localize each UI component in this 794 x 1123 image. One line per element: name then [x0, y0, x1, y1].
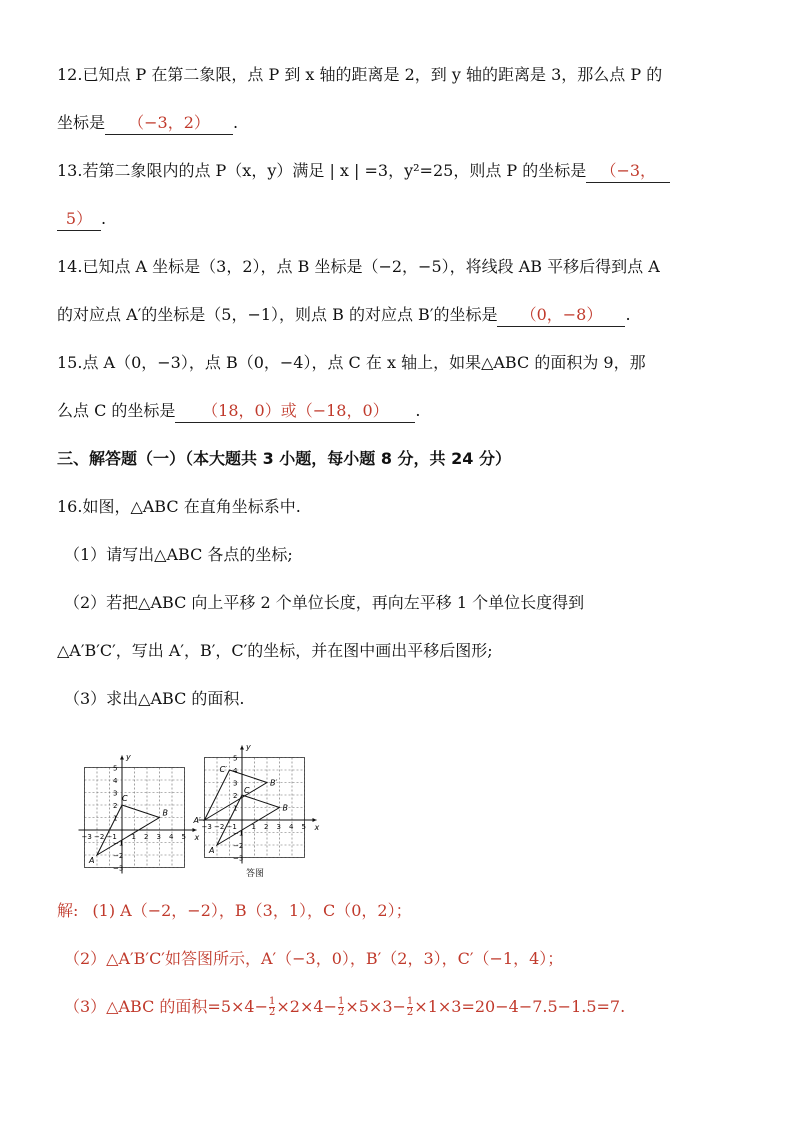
vertex-label: B — [282, 803, 288, 813]
vertex-label: C — [244, 786, 250, 795]
q12-line2: 坐标是 （−3，2） . — [57, 112, 238, 135]
y-tick-label: 3 — [113, 789, 118, 798]
q16-part2a: （2）若把△ABC 向上平移 2 个单位长度，再向左平移 1 个单位长度得到 — [64, 593, 585, 612]
y-tick-label: 4 — [113, 777, 118, 785]
y-tick-label: −1 — [113, 839, 124, 848]
y-tick-label: 2 — [233, 792, 238, 800]
q16-part1: （1）请写出△ABC 各点的坐标; — [64, 545, 293, 564]
y-axis-label: y — [126, 752, 131, 762]
y-tick-label: 5 — [113, 764, 118, 773]
y-tick-label: 1 — [233, 804, 238, 813]
y-axis-arrow — [240, 746, 244, 750]
q13-line2: 5） . — [57, 208, 106, 231]
x-tick-label: −1 — [106, 833, 117, 841]
solution-line1: 解: (1) A（−2，−2），B（3，1），C（0，2）； — [57, 901, 412, 920]
q16-part2b: △A′B′C′，写出 A′，B′，C′的坐标，并在图中画出平移后图形; — [57, 641, 493, 660]
q12-answer: （−3，2） — [105, 112, 233, 135]
y-tick-label: −1 — [233, 829, 244, 838]
x-tick-label: 3 — [276, 823, 281, 831]
x-axis-label: x — [194, 833, 200, 842]
y-axis-arrow — [120, 756, 124, 760]
q14-line2: 的对应点 A′的坐标是（5，−1），则点 B 的对应点 B′的坐标是 （0，−8） . — [57, 304, 631, 327]
q14-line1: 14.已知点 A 坐标是（3，2），点 B 坐标是（−2，−5），将线段 AB 平移后得到点 A — [57, 257, 660, 276]
vertex-label: A — [89, 856, 95, 865]
x-tick-label: 1 — [131, 833, 136, 841]
x-tick-label: −1 — [226, 823, 237, 831]
answer-figure-caption: 答图 — [246, 869, 265, 879]
grid-fig1 — [79, 753, 200, 874]
figure-original — [55, 735, 200, 880]
y-tick-label: −3 — [233, 854, 244, 863]
x-tick-label: −2 — [214, 823, 225, 831]
fraction-half: $\frac{1}{2}$ — [269, 996, 276, 1018]
x-tick-label: 4 — [169, 833, 174, 841]
x-tick-label: 2 — [264, 823, 269, 831]
q15-line2: 么点 C 的坐标是 （18，0）或（−18，0） . — [57, 400, 421, 423]
vertex-label: C′ — [219, 765, 227, 774]
vertex-label: C — [122, 794, 128, 803]
y-tick-label: 3 — [233, 779, 238, 788]
x-tick-label: 4 — [289, 823, 294, 831]
x-tick-label: 1 — [251, 823, 256, 831]
y-tick-label: −3 — [113, 864, 124, 873]
vertex-label: A′ — [193, 816, 201, 825]
x-tick-label: 5 — [301, 823, 306, 831]
fraction-half: $\frac{1}{2}$ — [337, 996, 345, 1018]
vertex-label: B — [162, 808, 168, 818]
q13-line1: 13.若第二象限内的点 P（x，y）满足 | x | =3，y²=25，则点 P 的坐标是 （−3， — [57, 160, 670, 183]
q15-line1: 15.点 A（0，−3），点 B（0，−4），点 C 在 x 轴上，如果△ABC 的面积为 9，那 — [57, 353, 646, 372]
y-axis-label: y — [246, 742, 251, 752]
x-tick-label: −3 — [81, 833, 92, 841]
x-axis-label: x — [314, 823, 320, 832]
x-tick-label: 3 — [156, 833, 161, 841]
q14-answer: （0，−8） — [497, 304, 625, 327]
x-tick-label: −3 — [201, 823, 212, 831]
x-tick-label: −2 — [94, 833, 105, 841]
q15-answer: （18，0）或（−18，0） — [175, 400, 415, 423]
x-tick-label: 5 — [181, 833, 186, 841]
q16-stem: 16.如图，△ABC 在直角坐标系中. — [57, 497, 301, 516]
vertex-label: A — [209, 846, 215, 855]
solution-line3: （3）△ABC 的面积=5×4− $\frac{1}{2}$ ×2×4− $\frac{1}{2}$ ×5×3− $\frac{1}{2}$ ×1×3=20−4−7.5−1.5=7. — [64, 996, 626, 1018]
q13-answer-a: （−3， — [586, 160, 670, 183]
q13-answer-b: 5） — [57, 208, 101, 231]
grid-fig2 — [193, 743, 320, 864]
y-tick-label: 2 — [113, 802, 118, 810]
y-tick-label: −2 — [113, 852, 124, 860]
y-tick-label: −2 — [233, 842, 244, 850]
x-tick-label: 2 — [144, 833, 149, 841]
y-tick-label: 4 — [233, 767, 238, 775]
figure-answer — [195, 725, 340, 885]
q16-part3: （3）求出△ABC 的面积. — [64, 689, 245, 708]
vertex-label: B′ — [270, 778, 278, 788]
q12-line1: 12.已知点 P 在第二象限，点 P 到 x 轴的距离是 2，到 y 轴的距离是 3，那么点 P 的 — [57, 65, 663, 84]
section-heading: 三、解答题（一）（本大题共 3 小题，每小题 8 分，共 24 分） — [57, 449, 511, 468]
fraction-half: $\frac{1}{2}$ — [406, 996, 414, 1018]
y-tick-label: 5 — [233, 754, 238, 763]
y-tick-label: 1 — [113, 814, 118, 823]
x-axis-arrow — [313, 818, 317, 822]
solution-line2: （2）△A′B′C′如答图所示，A′（−3，0），B′（2，3），C′（−1，4）； — [64, 949, 564, 968]
